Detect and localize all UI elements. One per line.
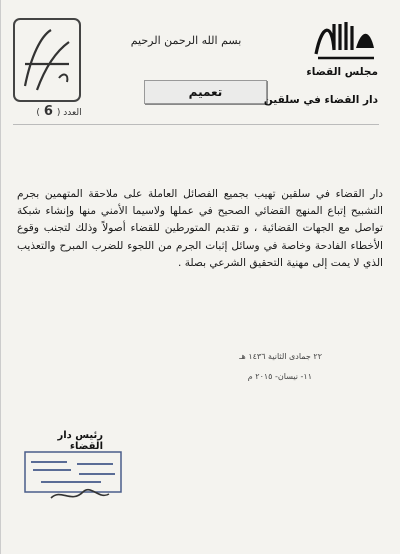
header-divider — [13, 124, 379, 125]
council-name: مجلس القضاء — [306, 66, 378, 78]
shahada-flag-logo — [312, 14, 378, 66]
signatory-title: رئيس دار القضاء — [57, 430, 103, 452]
court-name: دار القضاء في سلقين — [263, 94, 378, 106]
document-type-title: تعميم — [144, 80, 267, 104]
official-stamp — [21, 448, 125, 508]
issue-number — [19, 104, 99, 120]
hijri-date: ٢٢ جمادى الثانية ١٤٣٦ هـ — [239, 352, 322, 361]
basmala: بسم الله الرحمن الرحيم — [130, 34, 242, 47]
court-seal-logo — [11, 16, 83, 104]
issue-value: 6 — [43, 104, 53, 119]
issue-label: العدد ( — [56, 108, 82, 118]
issue-close: ) — [36, 108, 40, 118]
circular-body: دار القضاء في سلقين تهيب بجميع الفصائل العاملة على ملاحقة المتهمين بجرم التشبيح إتباع المنهج القضائي الصحيح في عملها ولاسيما الأمني منها وإنشاء شبكة تواصل مع الجهات القضائية ، و تقديم المتورطين للقضاء أصولاً وذلك لتجنب وقوع الأخطاء الفادحة وخاصة في وسائل إثبات الجرم من اللجوء للضرب المبرح والتعذيب الذي لا يمت إلى مهنية التحقيق الشرعي بصلة . — [17, 188, 383, 269]
gregorian-date: ١١- نيسان- ٢٠١٥ م — [247, 372, 312, 381]
